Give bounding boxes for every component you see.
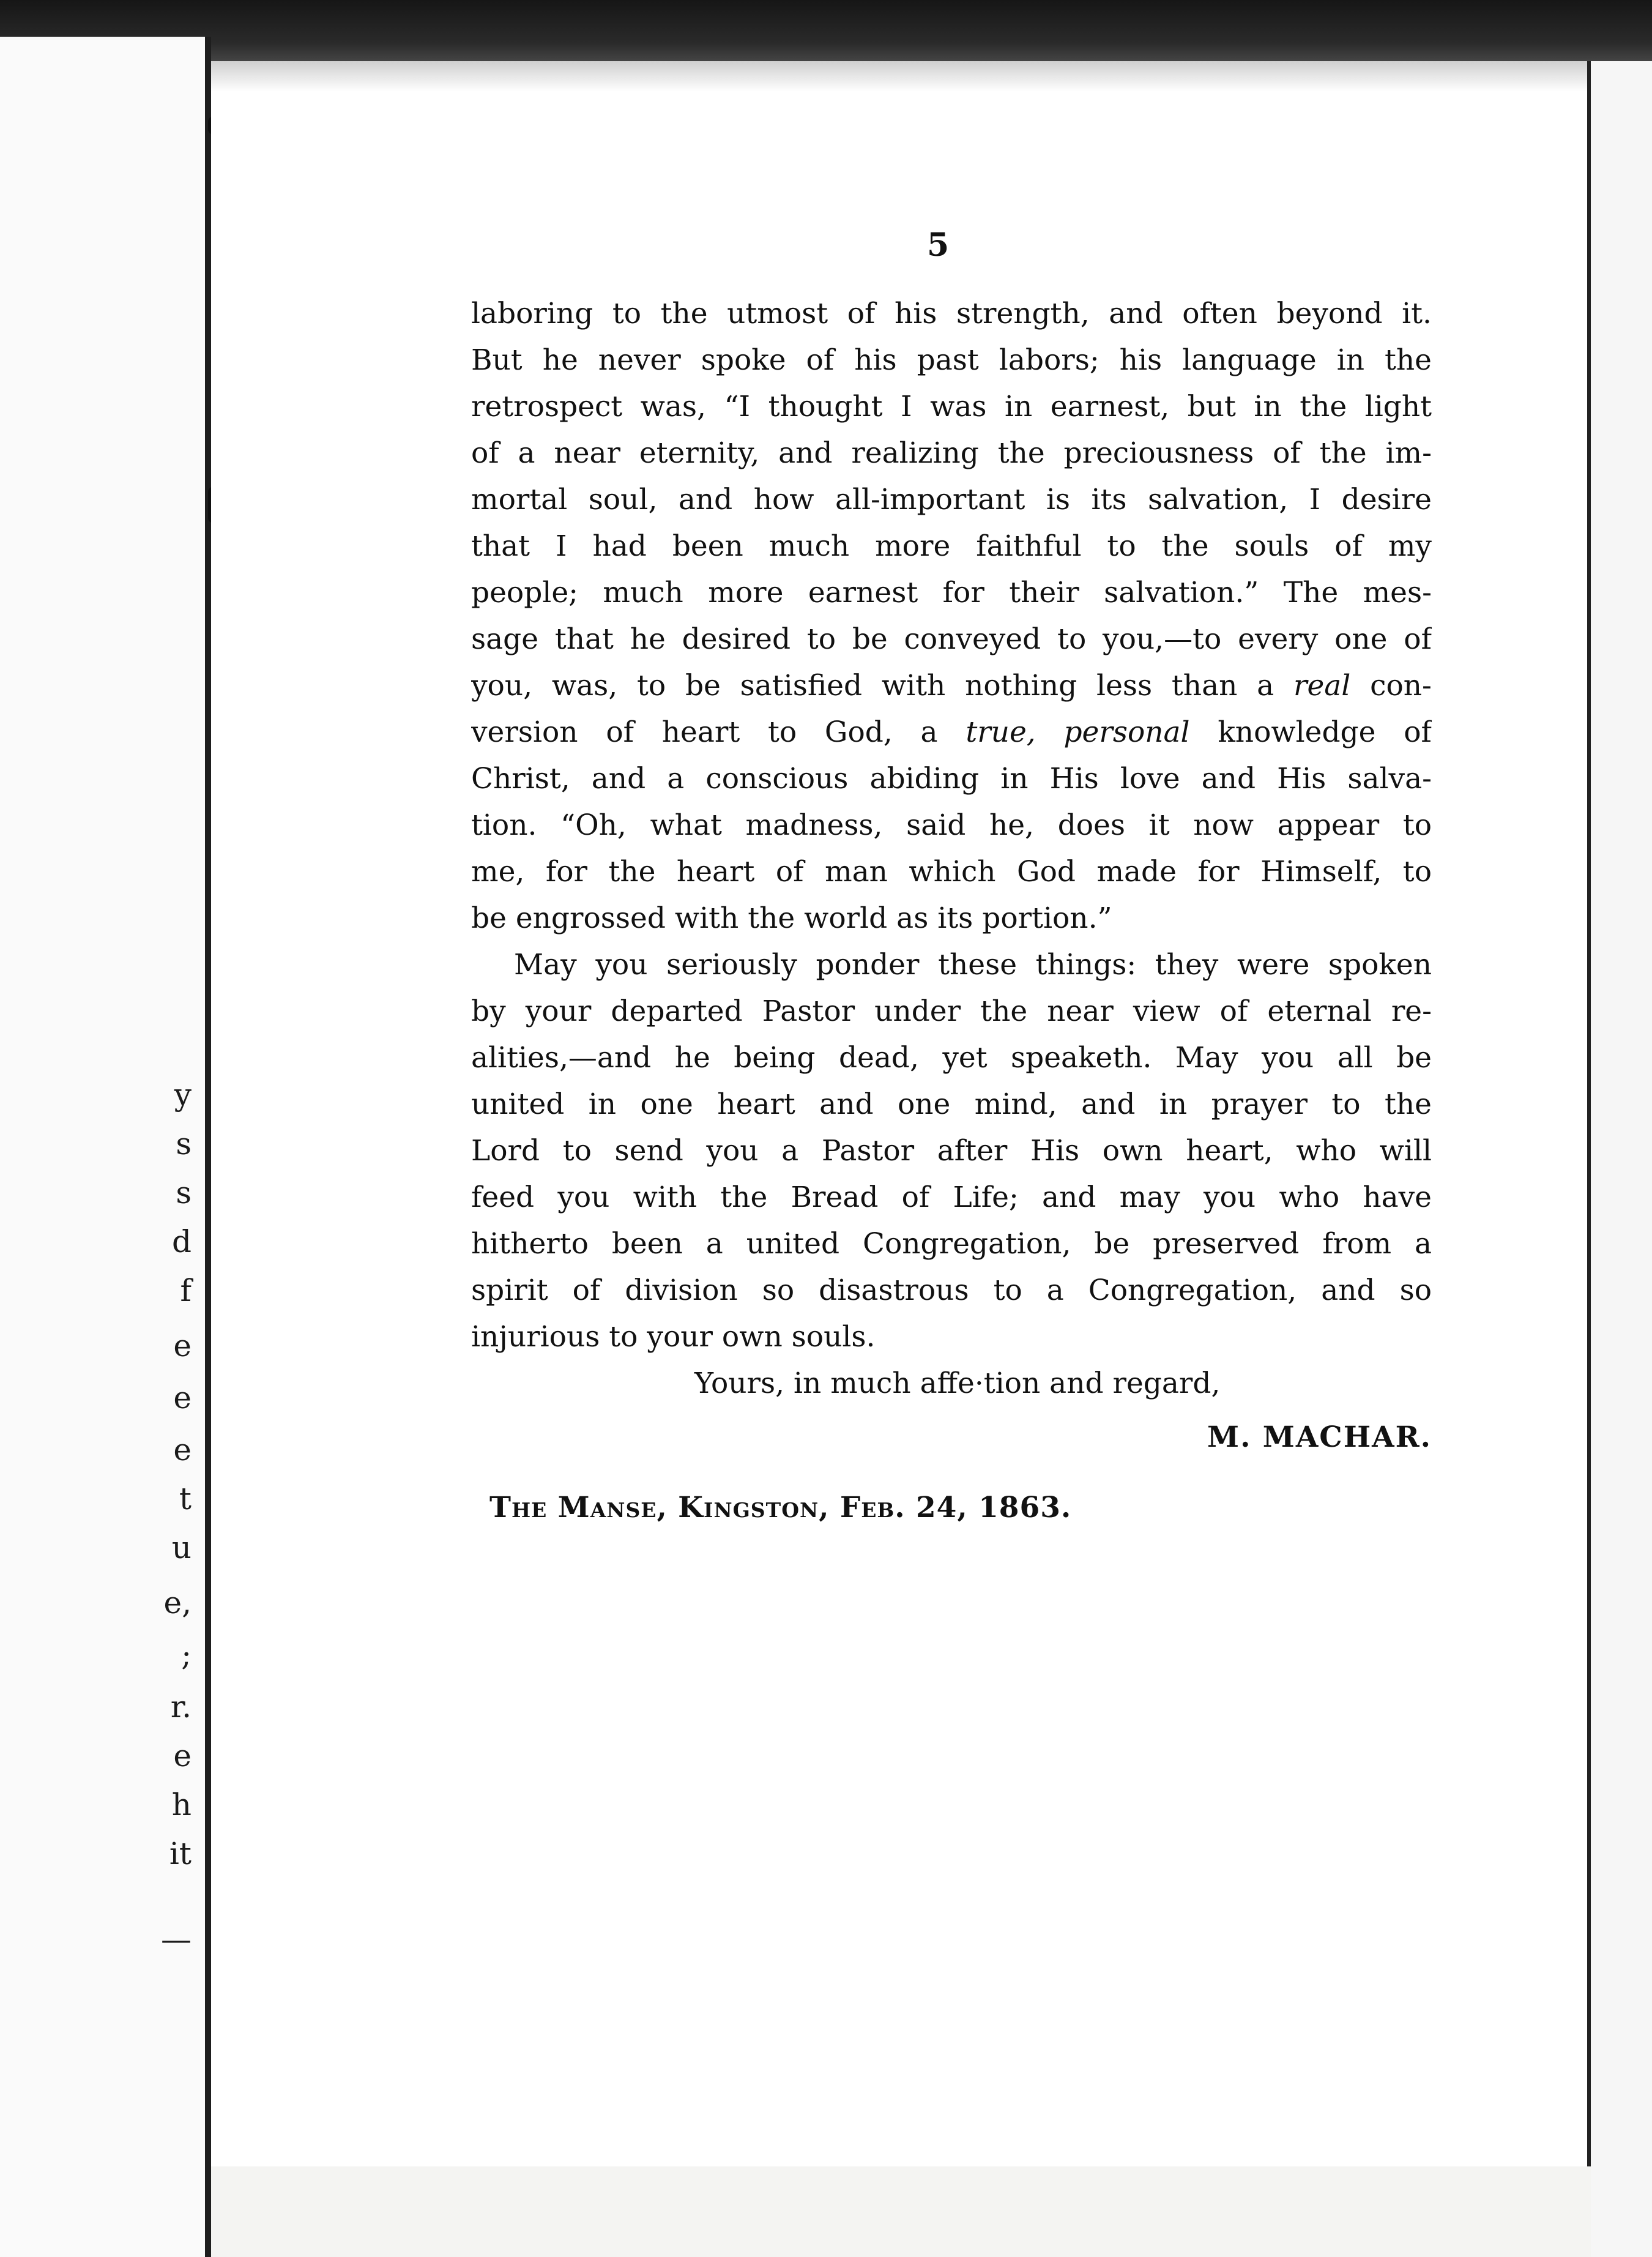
text-line: May you seriously ponder these things: they were spoken [514,948,1432,982]
text-line: injurious to your own souls. [471,1320,876,1354]
facing-page-edge [0,37,211,2257]
page-number: 5 [927,226,950,264]
text-line: laboring to the utmost of his strength, and often beyond it. [471,297,1432,330]
text-line: people; much more earnest for their salvation.” The mes- [471,576,1432,610]
text-line: Christ, and a conscious abiding in His love and His salva- [471,762,1432,796]
text-line: retrospect was, “I thought I was in earnest, but in the light [471,390,1432,423]
text-line: you, was, to be satisfied with nothing less than a real con- [471,669,1432,703]
facing-fragment: — [161,1922,192,1957]
facing-fragment: t [179,1481,192,1516]
facing-fragment: u [171,1530,192,1565]
text-line: mortal soul, and how all-important is its salvation, I desire [471,483,1432,517]
text-line: alities,—and he being dead, yet speaketh. May you all be [471,1041,1432,1075]
facing-fragment: s [176,1126,192,1162]
top-shadow [0,0,1652,61]
dateline: The Manse, Kingston, Feb. 24, 1863. [489,1491,1072,1524]
text-line: me, for the heart of man which God made for Himself, to [471,855,1432,889]
text-line: Lord to send you a Pastor after His own heart, who will [471,1134,1432,1168]
text-line: tion. “Oh, what madness, said he, does it now appear to [471,808,1432,842]
text-line: united in one heart and one mind, and in prayer to the [471,1087,1432,1121]
facing-fragment: it [169,1836,192,1871]
facing-fragment: h [171,1787,192,1822]
facing-fragment: e [173,1380,192,1416]
facing-fragment: e, [163,1585,192,1621]
facing-fragment: y [174,1077,192,1113]
facing-fragment: e [173,1738,192,1774]
text-line: spirit of division so disastrous to a Congregation, and so [471,1274,1432,1307]
body-text [471,291,1432,1535]
facing-fragment: r. [170,1689,192,1725]
facing-fragment: e [173,1328,192,1364]
text-line: be engrossed with the world as its portion.” [471,901,1112,935]
text-line: version of heart to God, a true, personal knowledge of [471,715,1432,749]
closing-line: Yours, in much affe·tion and regard, [694,1367,1221,1400]
text-line: hitherto been a united Congregation, be preserved from a [471,1227,1432,1261]
facing-fragment: e [173,1432,192,1468]
text-line: of a near eternity, and realizing the preciousness of the im- [471,436,1432,470]
text-line: But he never spoke of his past labors; his language in the [471,343,1432,377]
right-margin [1591,61,1652,2257]
text-line: feed you with the Bread of Life; and may you who have [471,1181,1432,1214]
facing-fragment: s [176,1175,192,1211]
signature: M. MACHAR. [1207,1420,1432,1454]
facing-fragment: d [171,1224,192,1259]
facing-fragment: ; [181,1637,192,1673]
text-line: that I had been much more faithful to the souls of my [471,529,1432,563]
text-line: by your departed Pastor under the near view of eternal re- [471,994,1432,1028]
facing-fragment: f [180,1273,192,1308]
text-line: sage that he desired to be conveyed to you,—to every one of [471,622,1432,656]
